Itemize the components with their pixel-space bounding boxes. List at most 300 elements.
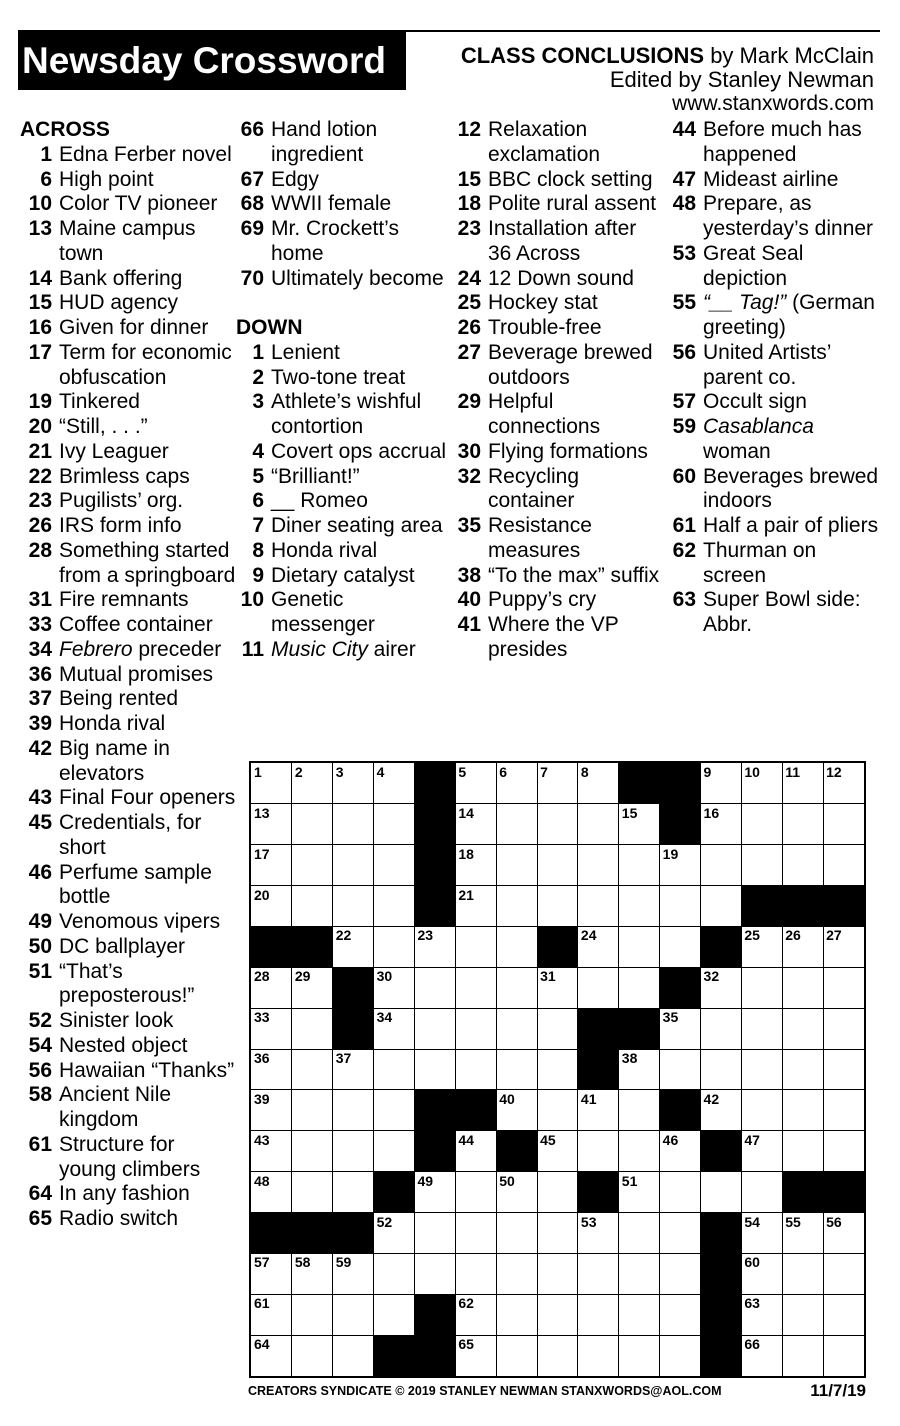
grid-cell[interactable]	[496, 926, 537, 967]
grid-cell[interactable]	[251, 1131, 292, 1172]
clue	[236, 638, 450, 663]
grid-cell[interactable]	[537, 1294, 578, 1335]
grid-cell[interactable]	[537, 1335, 578, 1376]
grid-cell[interactable]	[578, 1253, 619, 1294]
clue-number: 26	[28, 514, 52, 537]
grid-cell[interactable]	[782, 1131, 823, 1172]
cell-number: 49	[417, 1172, 434, 1189]
clue-number: 51	[28, 959, 52, 983]
black-square	[414, 886, 455, 927]
cell-number: 64	[254, 1336, 270, 1353]
grid-cell[interactable]	[660, 926, 701, 967]
grid-cell[interactable]	[455, 1172, 496, 1213]
grid-cell[interactable]	[578, 804, 619, 845]
grid-cell[interactable]	[741, 845, 782, 886]
clue	[236, 118, 450, 168]
grid-cell[interactable]	[292, 1008, 333, 1049]
clue-text: Final Four openers	[59, 786, 236, 810]
grid-cell[interactable]	[455, 1213, 496, 1254]
grid-cell[interactable]	[782, 1335, 823, 1376]
grid-cell[interactable]	[782, 1008, 823, 1049]
grid-cell[interactable]	[701, 886, 742, 927]
grid-cell[interactable]	[455, 1335, 496, 1376]
grid-cell[interactable]	[251, 1172, 292, 1213]
grid-cell[interactable]	[414, 1172, 455, 1213]
clue-text: Athlete’s wishful contortion	[271, 390, 422, 438]
grid-cell[interactable]	[782, 926, 823, 967]
grid-cell[interactable]	[701, 845, 742, 886]
grid-cell[interactable]	[619, 804, 660, 845]
grid-cell[interactable]	[455, 804, 496, 845]
grid-cell[interactable]	[660, 1335, 701, 1376]
grid-cell[interactable]	[292, 967, 333, 1008]
grid-cell[interactable]	[578, 926, 619, 967]
grid-cell[interactable]	[741, 1131, 782, 1172]
grid-cell[interactable]	[333, 1131, 374, 1172]
grid-cell[interactable]	[374, 804, 415, 845]
grid-cell[interactable]	[578, 1294, 619, 1335]
grid-cell[interactable]	[496, 763, 537, 804]
grid-cell[interactable]	[292, 804, 333, 845]
grid-cell[interactable]	[782, 763, 823, 804]
cell-number: 47	[744, 1131, 760, 1148]
black-square	[660, 804, 701, 845]
cell-number: 29	[294, 968, 311, 985]
grid-cell[interactable]	[251, 1008, 292, 1049]
grid-cell[interactable]	[251, 1335, 292, 1376]
grid-cell[interactable]	[414, 1253, 455, 1294]
clue	[666, 588, 880, 638]
grid-cell[interactable]	[455, 926, 496, 967]
clue-text: WWII female	[271, 192, 392, 216]
clue-text: Dietary catalyst	[271, 563, 415, 587]
clue-number: 47	[672, 167, 696, 191]
grid-cell[interactable]	[537, 1172, 578, 1213]
grid-cell[interactable]	[496, 1172, 537, 1213]
clue-text: Diner seating area	[271, 514, 443, 537]
grid-cell[interactable]	[455, 1049, 496, 1090]
clue-number: 64	[28, 1182, 52, 1206]
clue-number: 57	[672, 390, 696, 414]
clue	[20, 143, 236, 168]
clue-text: Edgy	[271, 167, 319, 191]
grid-cell[interactable]	[660, 1213, 701, 1254]
black-square	[701, 1294, 742, 1335]
clue-number: 56	[672, 340, 696, 364]
grid-cell[interactable]	[823, 1090, 864, 1131]
grid-cell[interactable]	[619, 1172, 660, 1213]
grid-cell[interactable]	[782, 1049, 823, 1090]
grid-cell[interactable]	[741, 1294, 782, 1335]
grid-cell[interactable]	[619, 1090, 660, 1131]
publish-date: 11/7/19	[810, 1381, 866, 1400]
grid-cell[interactable]	[333, 886, 374, 927]
grid-cell[interactable]	[823, 967, 864, 1008]
clue-number: 23	[457, 217, 481, 240]
clue-text: Edna Ferber novel	[59, 142, 232, 166]
grid-cell[interactable]	[414, 1049, 455, 1090]
clue-text: Being rented	[59, 687, 179, 711]
grid-cell[interactable]	[333, 845, 374, 886]
grid-cell[interactable]	[619, 967, 660, 1008]
grid-cell[interactable]	[251, 763, 292, 804]
clue-number: 16	[28, 316, 52, 339]
clue	[236, 514, 450, 539]
grid-cell[interactable]	[537, 845, 578, 886]
grid-cell[interactable]	[782, 804, 823, 845]
cell-number: 58	[294, 1254, 311, 1271]
grid-cell[interactable]	[537, 967, 578, 1008]
grid-cell[interactable]	[374, 763, 415, 804]
clue-text: Hockey stat	[488, 291, 598, 315]
clue	[20, 192, 236, 217]
grid-cell[interactable]	[414, 967, 455, 1008]
grid-cell[interactable]	[333, 1090, 374, 1131]
grid-cell[interactable]	[578, 845, 619, 886]
grid-cell[interactable]	[455, 1294, 496, 1335]
grid-cell[interactable]	[292, 886, 333, 927]
clue-text: Ancient Nile kingdom	[59, 1083, 172, 1131]
cell-number: 19	[662, 845, 679, 862]
clue-text: High point	[59, 167, 154, 191]
clue	[666, 242, 880, 292]
grid-cell[interactable]	[578, 763, 619, 804]
black-square	[619, 1008, 660, 1049]
grid-cell[interactable]	[496, 1335, 537, 1376]
grid-cell[interactable]	[660, 886, 701, 927]
grid-cell[interactable]	[660, 1008, 701, 1049]
clue-text: Sinister look	[59, 1009, 174, 1032]
clue	[20, 1059, 236, 1084]
grid-cell[interactable]	[578, 1335, 619, 1376]
clue-text: Lenient	[271, 340, 340, 364]
grid-cell[interactable]	[823, 1008, 864, 1049]
black-square	[782, 1172, 823, 1213]
grid-cell[interactable]	[823, 926, 864, 967]
grid-cell[interactable]	[701, 1172, 742, 1213]
clue-text: Honda rival	[59, 712, 166, 735]
grid-cell[interactable]	[292, 1131, 333, 1172]
masthead-title: Newsday Crossword	[18, 32, 406, 90]
clue-number: 42	[28, 736, 52, 760]
grid-cell[interactable]	[537, 1008, 578, 1049]
grid-cell[interactable]	[414, 926, 455, 967]
clue-number: 19	[28, 390, 52, 414]
grid-cell[interactable]	[782, 1294, 823, 1335]
clue-number: 63	[672, 588, 696, 612]
grid-cell[interactable]	[455, 763, 496, 804]
clue	[451, 440, 665, 465]
grid-cell[interactable]	[414, 1213, 455, 1254]
down-heading: DOWN	[236, 316, 303, 339]
grid-cell[interactable]	[782, 967, 823, 1008]
grid-cell[interactable]	[741, 804, 782, 845]
byline	[461, 44, 874, 68]
grid-cell[interactable]	[619, 1213, 660, 1254]
grid-cell[interactable]	[782, 845, 823, 886]
grid-cell[interactable]	[741, 1049, 782, 1090]
grid-cell[interactable]	[496, 967, 537, 1008]
clue-text: Thurman on screen	[703, 538, 817, 587]
clue	[20, 613, 236, 638]
grid-cell[interactable]	[292, 845, 333, 886]
clue	[451, 465, 665, 515]
grid-cell[interactable]	[251, 804, 292, 845]
grid-cell[interactable]	[251, 1049, 292, 1090]
grid-cell[interactable]	[292, 1335, 333, 1376]
grid-cell[interactable]	[701, 1049, 742, 1090]
grid-cell[interactable]	[537, 1131, 578, 1172]
grid-cell[interactable]	[660, 1294, 701, 1335]
grid-cell[interactable]	[823, 1335, 864, 1376]
grid-cell[interactable]	[823, 1049, 864, 1090]
grid-cell[interactable]	[496, 1090, 537, 1131]
grid-cell[interactable]	[374, 1294, 415, 1335]
grid-cell[interactable]	[374, 1090, 415, 1131]
black-square	[251, 1213, 292, 1254]
black-square	[414, 845, 455, 886]
grid-cell[interactable]	[333, 1253, 374, 1294]
grid-cell[interactable]	[578, 1213, 619, 1254]
grid-cell[interactable]	[414, 1008, 455, 1049]
grid-cell[interactable]	[578, 1090, 619, 1131]
grid-cell[interactable]	[741, 1253, 782, 1294]
clue	[236, 564, 450, 589]
grid-cell[interactable]	[660, 845, 701, 886]
clue-text: Coffee container	[59, 613, 213, 636]
grid-cell[interactable]	[823, 1131, 864, 1172]
grid-cell[interactable]	[537, 1090, 578, 1131]
black-square	[701, 1213, 742, 1254]
grid-cell[interactable]	[741, 1172, 782, 1213]
grid-cell[interactable]	[741, 1090, 782, 1131]
grid-cell[interactable]	[823, 763, 864, 804]
cell-number: 16	[703, 804, 720, 821]
clue	[20, 663, 236, 688]
clue-number: 11	[241, 637, 264, 661]
grid-cell[interactable]	[374, 1049, 415, 1090]
grid-cell[interactable]	[496, 804, 537, 845]
cell-number: 17	[254, 845, 270, 862]
grid-cell[interactable]	[496, 845, 537, 886]
grid-cell[interactable]	[701, 1008, 742, 1049]
clue-text: Great Seal depiction	[703, 241, 804, 290]
cell-number: 8	[580, 764, 589, 780]
clue	[20, 465, 236, 490]
grid-cell[interactable]	[537, 1213, 578, 1254]
grid-cell[interactable]	[619, 886, 660, 927]
grid-cell[interactable]	[823, 1253, 864, 1294]
clue	[236, 588, 450, 638]
grid-cell[interactable]	[823, 1294, 864, 1335]
cell-number: 34	[376, 1009, 393, 1026]
cell-number: 33	[254, 1009, 270, 1026]
cell-number: 40	[499, 1090, 515, 1107]
black-square	[619, 763, 660, 804]
grid-cell[interactable]	[741, 1008, 782, 1049]
clue-text: Maine campus town	[59, 217, 196, 265]
grid-cell[interactable]	[578, 967, 619, 1008]
cell-number: 21	[458, 886, 474, 903]
clue	[20, 415, 236, 440]
grid-cell[interactable]	[455, 886, 496, 927]
grid-cell[interactable]	[619, 1253, 660, 1294]
grid-cell[interactable]	[741, 1213, 782, 1254]
grid-cell[interactable]	[660, 1131, 701, 1172]
grid-cell[interactable]	[251, 1294, 292, 1335]
grid-cell[interactable]	[333, 926, 374, 967]
clue-text: Occult sign	[703, 390, 807, 414]
grid-cell[interactable]	[496, 1213, 537, 1254]
grid-cell[interactable]	[619, 1131, 660, 1172]
grid-cell[interactable]	[251, 1253, 292, 1294]
grid-cell[interactable]	[660, 1253, 701, 1294]
black-square	[292, 1213, 333, 1254]
grid-cell[interactable]	[823, 845, 864, 886]
black-square	[414, 1131, 455, 1172]
grid-cell[interactable]	[701, 1090, 742, 1131]
grid-cell[interactable]	[619, 845, 660, 886]
cell-number: 52	[376, 1213, 393, 1230]
clue-text: Honda rival	[271, 538, 378, 562]
grid-cell[interactable]	[374, 1253, 415, 1294]
grid-cell[interactable]	[578, 1131, 619, 1172]
black-square	[660, 967, 701, 1008]
cell-number: 15	[621, 804, 638, 821]
grid-cell[interactable]	[455, 1008, 496, 1049]
grid-cell[interactable]	[292, 1253, 333, 1294]
grid-cell[interactable]	[374, 886, 415, 927]
clue	[20, 935, 236, 960]
grid-cell[interactable]	[292, 1294, 333, 1335]
clue-number: 32	[457, 464, 481, 488]
clue-number: 27	[457, 340, 481, 364]
grid-cell[interactable]	[782, 1253, 823, 1294]
grid-cell[interactable]	[823, 804, 864, 845]
clue	[666, 291, 880, 341]
website-link[interactable]: www.stanxwords.com	[672, 92, 874, 115]
grid-cell[interactable]	[333, 1335, 374, 1376]
grid-cell[interactable]	[537, 1049, 578, 1090]
grid-cell[interactable]	[701, 804, 742, 845]
clue	[20, 861, 236, 911]
grid-cell[interactable]	[251, 845, 292, 886]
clue	[236, 217, 450, 267]
black-square	[823, 1172, 864, 1213]
grid-cell[interactable]	[251, 967, 292, 1008]
grid-cell[interactable]	[537, 1253, 578, 1294]
grid-cell[interactable]	[619, 926, 660, 967]
grid-cell[interactable]	[660, 1049, 701, 1090]
grid-cell[interactable]	[333, 1049, 374, 1090]
grid-cell[interactable]	[741, 763, 782, 804]
clue-number: 10	[240, 588, 264, 612]
clue-text: Super Bowl side: Abbr.	[703, 588, 861, 636]
grid-cell[interactable]	[374, 1131, 415, 1172]
clue-number: 61	[672, 514, 696, 537]
cell-number: 45	[540, 1131, 556, 1148]
clue-number: 7	[252, 514, 264, 537]
grid-cell[interactable]	[496, 886, 537, 927]
grid-cell[interactable]	[741, 1335, 782, 1376]
grid-cell[interactable]	[741, 926, 782, 967]
grid-cell[interactable]	[292, 1049, 333, 1090]
grid-cell[interactable]	[374, 967, 415, 1008]
clue	[451, 390, 665, 440]
clue-column	[451, 118, 665, 663]
black-square	[496, 1131, 537, 1172]
black-square	[333, 1008, 374, 1049]
grid-cell[interactable]	[374, 845, 415, 886]
grid-cell[interactable]	[333, 1172, 374, 1213]
black-square	[414, 1294, 455, 1335]
grid-cell[interactable]	[374, 1213, 415, 1254]
cell-number: 3	[335, 764, 344, 780]
grid-cell[interactable]	[578, 886, 619, 927]
clue-number: 59	[672, 415, 696, 438]
grid-cell[interactable]	[292, 763, 333, 804]
clue	[451, 514, 665, 564]
grid-cell[interactable]	[496, 1253, 537, 1294]
cell-number: 28	[254, 968, 270, 985]
clue-number: 3	[252, 390, 264, 414]
grid-cell[interactable]	[619, 1049, 660, 1090]
grid-cell[interactable]	[333, 763, 374, 804]
black-square	[660, 1090, 701, 1131]
grid-cell[interactable]	[455, 1253, 496, 1294]
grid-cell[interactable]	[455, 1131, 496, 1172]
cell-number: 62	[458, 1295, 474, 1312]
grid-cell[interactable]	[251, 1090, 292, 1131]
clue	[20, 316, 236, 341]
grid-cell[interactable]	[537, 804, 578, 845]
grid-cell[interactable]	[823, 1213, 864, 1254]
grid-cell[interactable]	[782, 1213, 823, 1254]
grid-cell[interactable]	[251, 886, 292, 927]
clue	[20, 910, 236, 935]
grid-cell[interactable]	[496, 1008, 537, 1049]
grid-cell[interactable]	[292, 1172, 333, 1213]
clue-text: Before much has happened	[703, 118, 862, 166]
grid-cell[interactable]	[619, 1335, 660, 1376]
grid-cell[interactable]	[374, 926, 415, 967]
grid-cell[interactable]	[496, 1049, 537, 1090]
clue-text: Helpful connections	[488, 390, 601, 438]
clue-text: Fire remnants	[59, 588, 189, 612]
grid-cell[interactable]	[701, 763, 742, 804]
grid-cell[interactable]	[741, 967, 782, 1008]
clue-number: 70	[240, 266, 264, 290]
clue	[20, 390, 236, 415]
cell-number: 4	[376, 764, 385, 780]
grid-cell[interactable]	[537, 886, 578, 927]
grid-cell[interactable]	[537, 763, 578, 804]
grid-cell[interactable]	[660, 1172, 701, 1213]
clue-text: Febrero preceder	[59, 637, 222, 661]
grid-cell[interactable]	[701, 967, 742, 1008]
editor-credit: Edited by Stanley Newman	[609, 67, 874, 92]
grid-cell[interactable]	[619, 1294, 660, 1335]
grid-cell[interactable]	[782, 1090, 823, 1131]
grid-cell[interactable]	[374, 1008, 415, 1049]
clue-number: 39	[28, 712, 52, 735]
grid-cell[interactable]	[496, 1294, 537, 1335]
grid-cell[interactable]	[455, 845, 496, 886]
grid-cell[interactable]	[333, 1294, 374, 1335]
grid-cell[interactable]	[333, 804, 374, 845]
grid-cell[interactable]	[455, 967, 496, 1008]
grid-cell[interactable]	[292, 1090, 333, 1131]
